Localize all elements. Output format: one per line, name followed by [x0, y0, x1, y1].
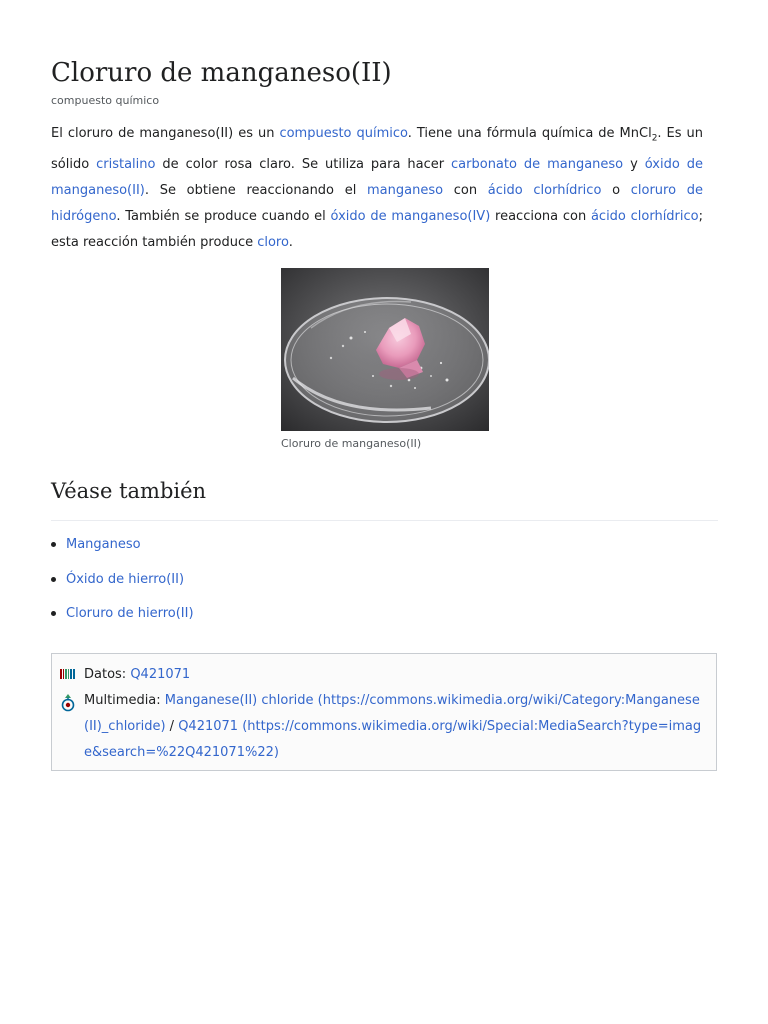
manganese-chloride-photo[interactable] — [281, 268, 489, 431]
link-commons-category[interactable]: Manganese(II) chloride (https://commons.wikimedia.org/wiki/Category:Manganese(II)_chloride) — [84, 693, 700, 734]
section-divider — [51, 520, 718, 521]
link-separator: / — [165, 719, 179, 734]
list-item — [51, 567, 194, 602]
data-label: Datos: — [84, 667, 127, 682]
link-commons-search[interactable]: Q421071 (https://commons.wikimedia.org/wiki/Special:MediaSearch?type=image&search=%22Q421071%22) — [84, 719, 702, 760]
link-compuesto-quimico[interactable]: compuesto químico — [279, 126, 408, 141]
wikidata-row — [60, 662, 708, 688]
link-oxido-de-manganeso-iv[interactable]: óxido de manganeso(IV) — [330, 208, 491, 224]
section-heading-see-also: Véase también — [51, 479, 207, 503]
intro-text: . Tiene una fórmula química de MnCl — [407, 126, 652, 141]
wikidata-icon — [60, 668, 76, 680]
bullet-icon — [51, 542, 56, 547]
see-also-list — [51, 532, 194, 636]
commons-row — [60, 688, 708, 766]
intro-text: . — [288, 234, 293, 250]
list-item — [51, 601, 194, 636]
intro-text: . Es un sólido — [51, 126, 703, 172]
link-wikidata-id[interactable]: Q421071 — [130, 667, 191, 682]
link-acido-clorhidrico-2[interactable]: ácido clorhídrico — [590, 208, 699, 224]
link-manganeso[interactable]: manganeso — [367, 182, 444, 198]
formula-subscript: 2 — [651, 133, 658, 144]
authority-control-box — [51, 653, 717, 771]
intro-text: . Se obtiene reaccionando el — [144, 182, 367, 198]
link-oxido-de-manganeso-ii[interactable]: óxido de manganeso(II) — [51, 156, 703, 198]
intro-paragraph — [51, 121, 703, 256]
multimedia-label: Multimedia: — [84, 693, 161, 708]
bullet-icon — [51, 611, 56, 616]
page-subtitle: compuesto químico — [51, 94, 160, 107]
intro-text: . También se produce cuando el — [116, 208, 331, 224]
link-cloruro-de-hidrogeno[interactable]: cloruro de hidrógeno — [51, 182, 703, 224]
link-carbonato-de-manganeso[interactable]: carbonato de manganeso — [451, 156, 624, 172]
link-acido-clorhidrico[interactable]: ácido clorhídrico — [487, 182, 602, 198]
link-see-also-oxido-de-hierro[interactable]: Óxido de hierro(II) — [66, 571, 185, 587]
page-title: Cloruro de manganeso(II) — [51, 58, 392, 88]
intro-text: o — [601, 182, 631, 198]
link-cristalino[interactable]: cristalino — [96, 156, 156, 172]
link-see-also-cloruro-de-hierro[interactable]: Cloruro de hierro(II) — [66, 606, 194, 621]
intro-text: reacciona con — [490, 208, 591, 224]
intro-text: y — [623, 156, 645, 172]
bullet-icon — [51, 577, 56, 582]
commons-icon — [60, 694, 76, 712]
link-cloro[interactable]: cloro — [257, 234, 289, 250]
intro-text: ; esta reacción también produce — [51, 208, 704, 250]
intro-text: de color rosa claro. Se utiliza para hacer — [155, 156, 452, 172]
figure — [281, 268, 489, 450]
intro-text: con — [443, 182, 488, 198]
figure-caption: Cloruro de manganeso(II) — [281, 437, 422, 450]
list-item — [51, 532, 194, 567]
intro-text: El cloruro de manganeso(II) es un — [51, 126, 280, 141]
link-see-also-manganeso[interactable]: Manganeso — [66, 537, 141, 552]
